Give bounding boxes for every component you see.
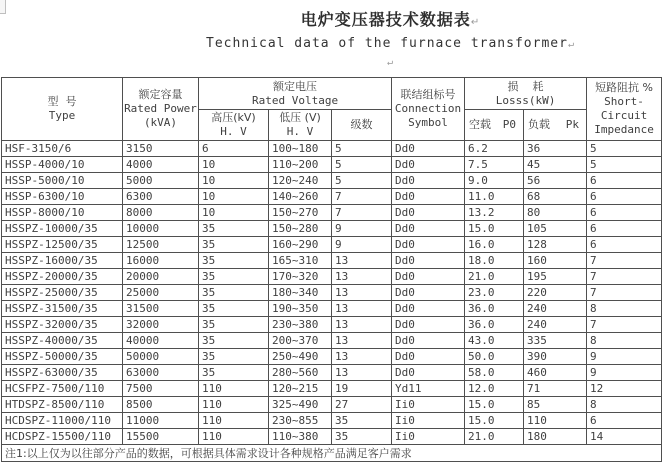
- table-cell: Dd0: [392, 205, 465, 221]
- table-cell: 200~370: [269, 333, 332, 349]
- table-cell: 36.0: [465, 301, 524, 317]
- table-cell: 6.2: [465, 141, 524, 157]
- col-header-type: [2, 78, 123, 141]
- table-cell: 10: [199, 189, 269, 205]
- table-cell: 35: [199, 333, 269, 349]
- table-cell: 12.0: [465, 381, 524, 397]
- table-row: [2, 141, 662, 157]
- table-cell: 5000: [123, 173, 199, 189]
- table-cell: Dd0: [392, 253, 465, 269]
- table-cell: 110: [524, 413, 587, 429]
- header-voltage-en: Rated Voltage: [251, 93, 339, 107]
- table-cell: 80: [524, 205, 587, 221]
- table-cell: 35: [199, 221, 269, 237]
- col-header-rated-power: [123, 78, 199, 141]
- table-cell: 390: [524, 349, 587, 365]
- header-row-1: [2, 78, 662, 110]
- table-cell: 6: [587, 221, 662, 237]
- table-cell: HSSPZ-20000/35: [2, 269, 123, 285]
- table-cell: HSSPZ-31500/35: [2, 301, 123, 317]
- col-header-losses: [465, 78, 587, 110]
- table-cell: 15.0: [465, 413, 524, 429]
- table-cell: 9.0: [465, 173, 524, 189]
- table-cell: 6: [199, 141, 269, 157]
- table-cell: 8000: [123, 205, 199, 221]
- table-cell: 7.5: [465, 157, 524, 173]
- table-cell: Yd11: [392, 381, 465, 397]
- table-cell: HCSFPZ-7500/110: [2, 381, 123, 397]
- table-cell: 7500: [123, 381, 199, 397]
- table-cell: Dd0: [392, 301, 465, 317]
- table-cell: Ii0: [392, 429, 465, 445]
- table-cell: 190~350: [269, 301, 332, 317]
- footnote-row: [2, 445, 662, 462]
- header-lv-sub: H. V: [286, 125, 314, 138]
- table-cell: 45: [524, 157, 587, 173]
- table-cell: 3150: [123, 141, 199, 157]
- table-cell: 240: [524, 301, 587, 317]
- table-cell: 150~270: [269, 205, 332, 221]
- table-cell: Dd0: [392, 157, 465, 173]
- table-cell: 35: [199, 269, 269, 285]
- header-imp-en2: Circuit: [600, 109, 648, 122]
- header-hv-label: 高压(kV): [211, 111, 256, 124]
- table-cell: Ii0: [392, 397, 465, 413]
- header-noload-zh: 空载: [469, 118, 492, 131]
- header-power-unit: (kVA): [143, 116, 178, 129]
- table-cell: 128: [524, 237, 587, 253]
- table-cell: 35: [332, 429, 392, 445]
- table-row: [2, 349, 662, 365]
- table-cell: 11000: [123, 413, 199, 429]
- table-cell: 13: [332, 301, 392, 317]
- header-type-en: Type: [48, 109, 76, 122]
- table-cell: 25000: [123, 285, 199, 301]
- table-cell: HSSPZ-16000/35: [2, 253, 123, 269]
- table-row: [2, 221, 662, 237]
- header-conn-en1: Connection: [394, 102, 462, 115]
- header-load-zh: 负载: [528, 118, 551, 131]
- table-cell: 32000: [123, 317, 199, 333]
- header-imp-zh: 短路阻抗 %: [595, 81, 654, 94]
- col-header-noload-loss: [465, 110, 524, 141]
- table-cell: 63000: [123, 365, 199, 381]
- table-cell: 7: [332, 189, 392, 205]
- table-cell: 36.0: [465, 317, 524, 333]
- table-cell: Dd0: [392, 333, 465, 349]
- table-cell: HCDSPZ-15500/110: [2, 429, 123, 445]
- table-cell: 9: [332, 221, 392, 237]
- col-header-load-loss: [524, 110, 587, 141]
- table-row: [2, 189, 662, 205]
- table-row: [2, 205, 662, 221]
- table-cell: Ii0: [392, 413, 465, 429]
- header-power-zh: 额定容量: [138, 88, 183, 101]
- table-cell: 9: [587, 349, 662, 365]
- table-cell: 110: [199, 381, 269, 397]
- table-cell: 9: [587, 365, 662, 381]
- table-cell: Dd0: [392, 365, 465, 381]
- col-header-steps: [332, 110, 392, 141]
- table-header: [2, 78, 662, 141]
- table-row: [2, 285, 662, 301]
- table-cell: 140~260: [269, 189, 332, 205]
- table-row: [2, 365, 662, 381]
- table-cell: HTDSPZ-8500/110: [2, 397, 123, 413]
- page-title-en: [118, 34, 662, 54]
- table-row: [2, 397, 662, 413]
- table-cell: 10: [199, 173, 269, 189]
- table-cell: 7: [332, 205, 392, 221]
- table-cell: HCDSPZ-11000/110: [2, 413, 123, 429]
- footnote-text: 注1:以上仅为以往部分产品的数据，可根据具体需求设计各种规格产品满足客户需求: [2, 445, 662, 462]
- table-cell: 23.0: [465, 285, 524, 301]
- table-cell: 16.0: [465, 237, 524, 253]
- col-header-hv: [199, 110, 269, 141]
- table-cell: 31500: [123, 301, 199, 317]
- header-type-zh: 型 号: [47, 95, 77, 108]
- table-cell: 15500: [123, 429, 199, 445]
- table-cell: 40000: [123, 333, 199, 349]
- table-cell: 7: [587, 317, 662, 333]
- paragraph-mark-icon: ↵: [386, 57, 394, 68]
- page-title-zh-text: 电炉变压器技术数据表: [300, 10, 471, 29]
- table-cell: 35: [199, 301, 269, 317]
- header-loss-en: Losss(kW): [495, 93, 556, 107]
- table-cell: HSSPZ-32000/35: [2, 317, 123, 333]
- table-cell: Dd0: [392, 285, 465, 301]
- col-header-connection-symbol: [392, 78, 465, 141]
- table-cell: 13: [332, 365, 392, 381]
- table-row: [2, 173, 662, 189]
- table-cell: 20000: [123, 269, 199, 285]
- table-cell: HSSPZ-12500/35: [2, 237, 123, 253]
- table-cell: 43.0: [465, 333, 524, 349]
- table-cell: HSSPZ-25000/35: [2, 285, 123, 301]
- table-cell: 120~240: [269, 173, 332, 189]
- header-noload-sym: P0: [502, 118, 517, 131]
- table-cell: 35: [332, 413, 392, 429]
- table-body: [2, 141, 662, 445]
- table-cell: 35: [199, 253, 269, 269]
- table-cell: 12: [587, 381, 662, 397]
- table-cell: 13: [332, 269, 392, 285]
- table-cell: 6: [587, 413, 662, 429]
- table-cell: 110: [199, 413, 269, 429]
- table-cell: 13: [332, 285, 392, 301]
- table-row: [2, 253, 662, 269]
- table-cell: 110~380: [269, 429, 332, 445]
- header-imp-en3: Impedance: [594, 123, 654, 136]
- table-cell: 7: [587, 269, 662, 285]
- table-cell: 21.0: [465, 269, 524, 285]
- table-cell: 85: [524, 397, 587, 413]
- table-cell: 160~290: [269, 237, 332, 253]
- table-cell: 110: [199, 397, 269, 413]
- table-cell: 35: [199, 317, 269, 333]
- table-cell: 16000: [123, 253, 199, 269]
- table-cell: 195: [524, 269, 587, 285]
- col-header-rated-voltage: [199, 78, 392, 110]
- table-cell: HSSPZ-10000/35: [2, 221, 123, 237]
- table-row: [2, 413, 662, 429]
- header-conn-en2: Symbol: [408, 116, 448, 129]
- table-row: [2, 429, 662, 445]
- table-row: [2, 381, 662, 397]
- table-cell: 5: [332, 173, 392, 189]
- page-title-zh: [118, 9, 662, 34]
- table-cell: 165~310: [269, 253, 332, 269]
- title-block: [0, 9, 662, 69]
- table-row: [2, 301, 662, 317]
- table-cell: 110: [199, 429, 269, 445]
- table-cell: HSSP-6300/10: [2, 189, 123, 205]
- table-cell: Dd0: [392, 221, 465, 237]
- header-steps-label: 级数: [350, 118, 373, 131]
- table-cell: 170~320: [269, 269, 332, 285]
- table-cell: 8: [587, 333, 662, 349]
- table-cell: 8: [587, 397, 662, 413]
- table-cell: 100~180: [269, 141, 332, 157]
- table-row: [2, 237, 662, 253]
- table-cell: 250~490: [269, 349, 332, 365]
- table-cell: 5: [332, 141, 392, 157]
- table-cell: 180: [524, 429, 587, 445]
- table-cell: HSSP-5000/10: [2, 173, 123, 189]
- table-cell: 15.0: [465, 397, 524, 413]
- table-cell: 6: [587, 189, 662, 205]
- table-cell: 36: [524, 141, 587, 157]
- header-hv-sub: H. V: [220, 125, 247, 138]
- table-cell: Dd0: [392, 317, 465, 333]
- table-cell: HSSP-8000/10: [2, 205, 123, 221]
- table-cell: 8: [587, 301, 662, 317]
- col-header-lv: [269, 110, 332, 141]
- table-cell: 230~380: [269, 317, 332, 333]
- table-cell: 220: [524, 285, 587, 301]
- table-cell: Dd0: [392, 349, 465, 365]
- table-cell: 13: [332, 333, 392, 349]
- table-cell: HSSP-4000/10: [2, 157, 123, 173]
- table-cell: 6: [587, 173, 662, 189]
- table-cell: 105: [524, 221, 587, 237]
- table-cell: Dd0: [392, 173, 465, 189]
- empty-paragraph: [118, 54, 662, 69]
- table-footer: [2, 445, 662, 462]
- table-cell: 5: [587, 157, 662, 173]
- table-cell: 240: [524, 317, 587, 333]
- table-cell: Dd0: [392, 237, 465, 253]
- table-cell: 10000: [123, 221, 199, 237]
- table-row: [2, 317, 662, 333]
- table-cell: 35: [199, 285, 269, 301]
- table-cell: 7: [587, 253, 662, 269]
- table-cell: 50.0: [465, 349, 524, 365]
- header-voltage-zh: 额定电压: [273, 79, 318, 93]
- table-cell: HSSPZ-40000/35: [2, 333, 123, 349]
- table-cell: 460: [524, 365, 587, 381]
- table-cell: Dd0: [392, 189, 465, 205]
- table-cell: 12500: [123, 237, 199, 253]
- table-cell: 7: [587, 285, 662, 301]
- table-cell: 13: [332, 317, 392, 333]
- table-row: [2, 333, 662, 349]
- table-cell: 15.0: [465, 221, 524, 237]
- table-row: [2, 157, 662, 173]
- page-title-en-text: Technical data of the furnace transformer: [206, 36, 568, 51]
- table-cell: 50000: [123, 349, 199, 365]
- header-load-sym: Pk: [565, 118, 580, 131]
- table-cell: 27: [332, 397, 392, 413]
- col-header-impedance: [587, 78, 662, 141]
- table-cell: 180~340: [269, 285, 332, 301]
- table-cell: Dd0: [392, 269, 465, 285]
- table-cell: 14: [587, 429, 662, 445]
- table-cell: 13: [332, 349, 392, 365]
- table-cell: 35: [199, 349, 269, 365]
- table-cell: 10: [199, 205, 269, 221]
- table-cell: 56: [524, 173, 587, 189]
- table-cell: 4000: [123, 157, 199, 173]
- table-cell: 280~560: [269, 365, 332, 381]
- paragraph-mark-icon: ↵: [567, 39, 574, 50]
- table-cell: HSSPZ-50000/35: [2, 349, 123, 365]
- header-imp-en1: Short-: [604, 95, 644, 108]
- table-cell: 8500: [123, 397, 199, 413]
- table-cell: 5: [332, 157, 392, 173]
- table-cell: Dd0: [392, 141, 465, 157]
- table-cell: 230~855: [269, 413, 332, 429]
- table-cell: 10: [199, 157, 269, 173]
- header-loss-zh: 损 耗: [507, 79, 544, 93]
- table-cell: 150~280: [269, 221, 332, 237]
- header-power-en: Rated Power: [124, 102, 197, 115]
- table-cell: 19: [332, 381, 392, 397]
- table-cell: 335: [524, 333, 587, 349]
- table-cell: 6300: [123, 189, 199, 205]
- table-cell: 18.0: [465, 253, 524, 269]
- table-cell: 21.0: [465, 429, 524, 445]
- table-cell: 160: [524, 253, 587, 269]
- table-cell: 68: [524, 189, 587, 205]
- table-cell: 5: [587, 141, 662, 157]
- table-cell: 6: [587, 205, 662, 221]
- table-cell: HSF-3150/6: [2, 141, 123, 157]
- table-cell: 35: [199, 365, 269, 381]
- table-cell: HSSPZ-63000/35: [2, 365, 123, 381]
- table-cell: 13: [332, 253, 392, 269]
- paragraph-mark-icon: ↵: [470, 17, 480, 28]
- table-cell: 71: [524, 381, 587, 397]
- table-cell: 120~215: [269, 381, 332, 397]
- table-row: [2, 269, 662, 285]
- header-lv-label: 低压 (V): [279, 111, 321, 124]
- table-cell: 11.0: [465, 189, 524, 205]
- table-cell: 6: [587, 237, 662, 253]
- table-cell: 13.2: [465, 205, 524, 221]
- table-cell: 110~200: [269, 157, 332, 173]
- table-cell: 325~490: [269, 397, 332, 413]
- spec-table: [1, 77, 662, 462]
- table-cell: 9: [332, 237, 392, 253]
- table-cell: 35: [199, 237, 269, 253]
- header-conn-zh: 联结组标号: [400, 88, 456, 101]
- table-cell: 58.0: [465, 365, 524, 381]
